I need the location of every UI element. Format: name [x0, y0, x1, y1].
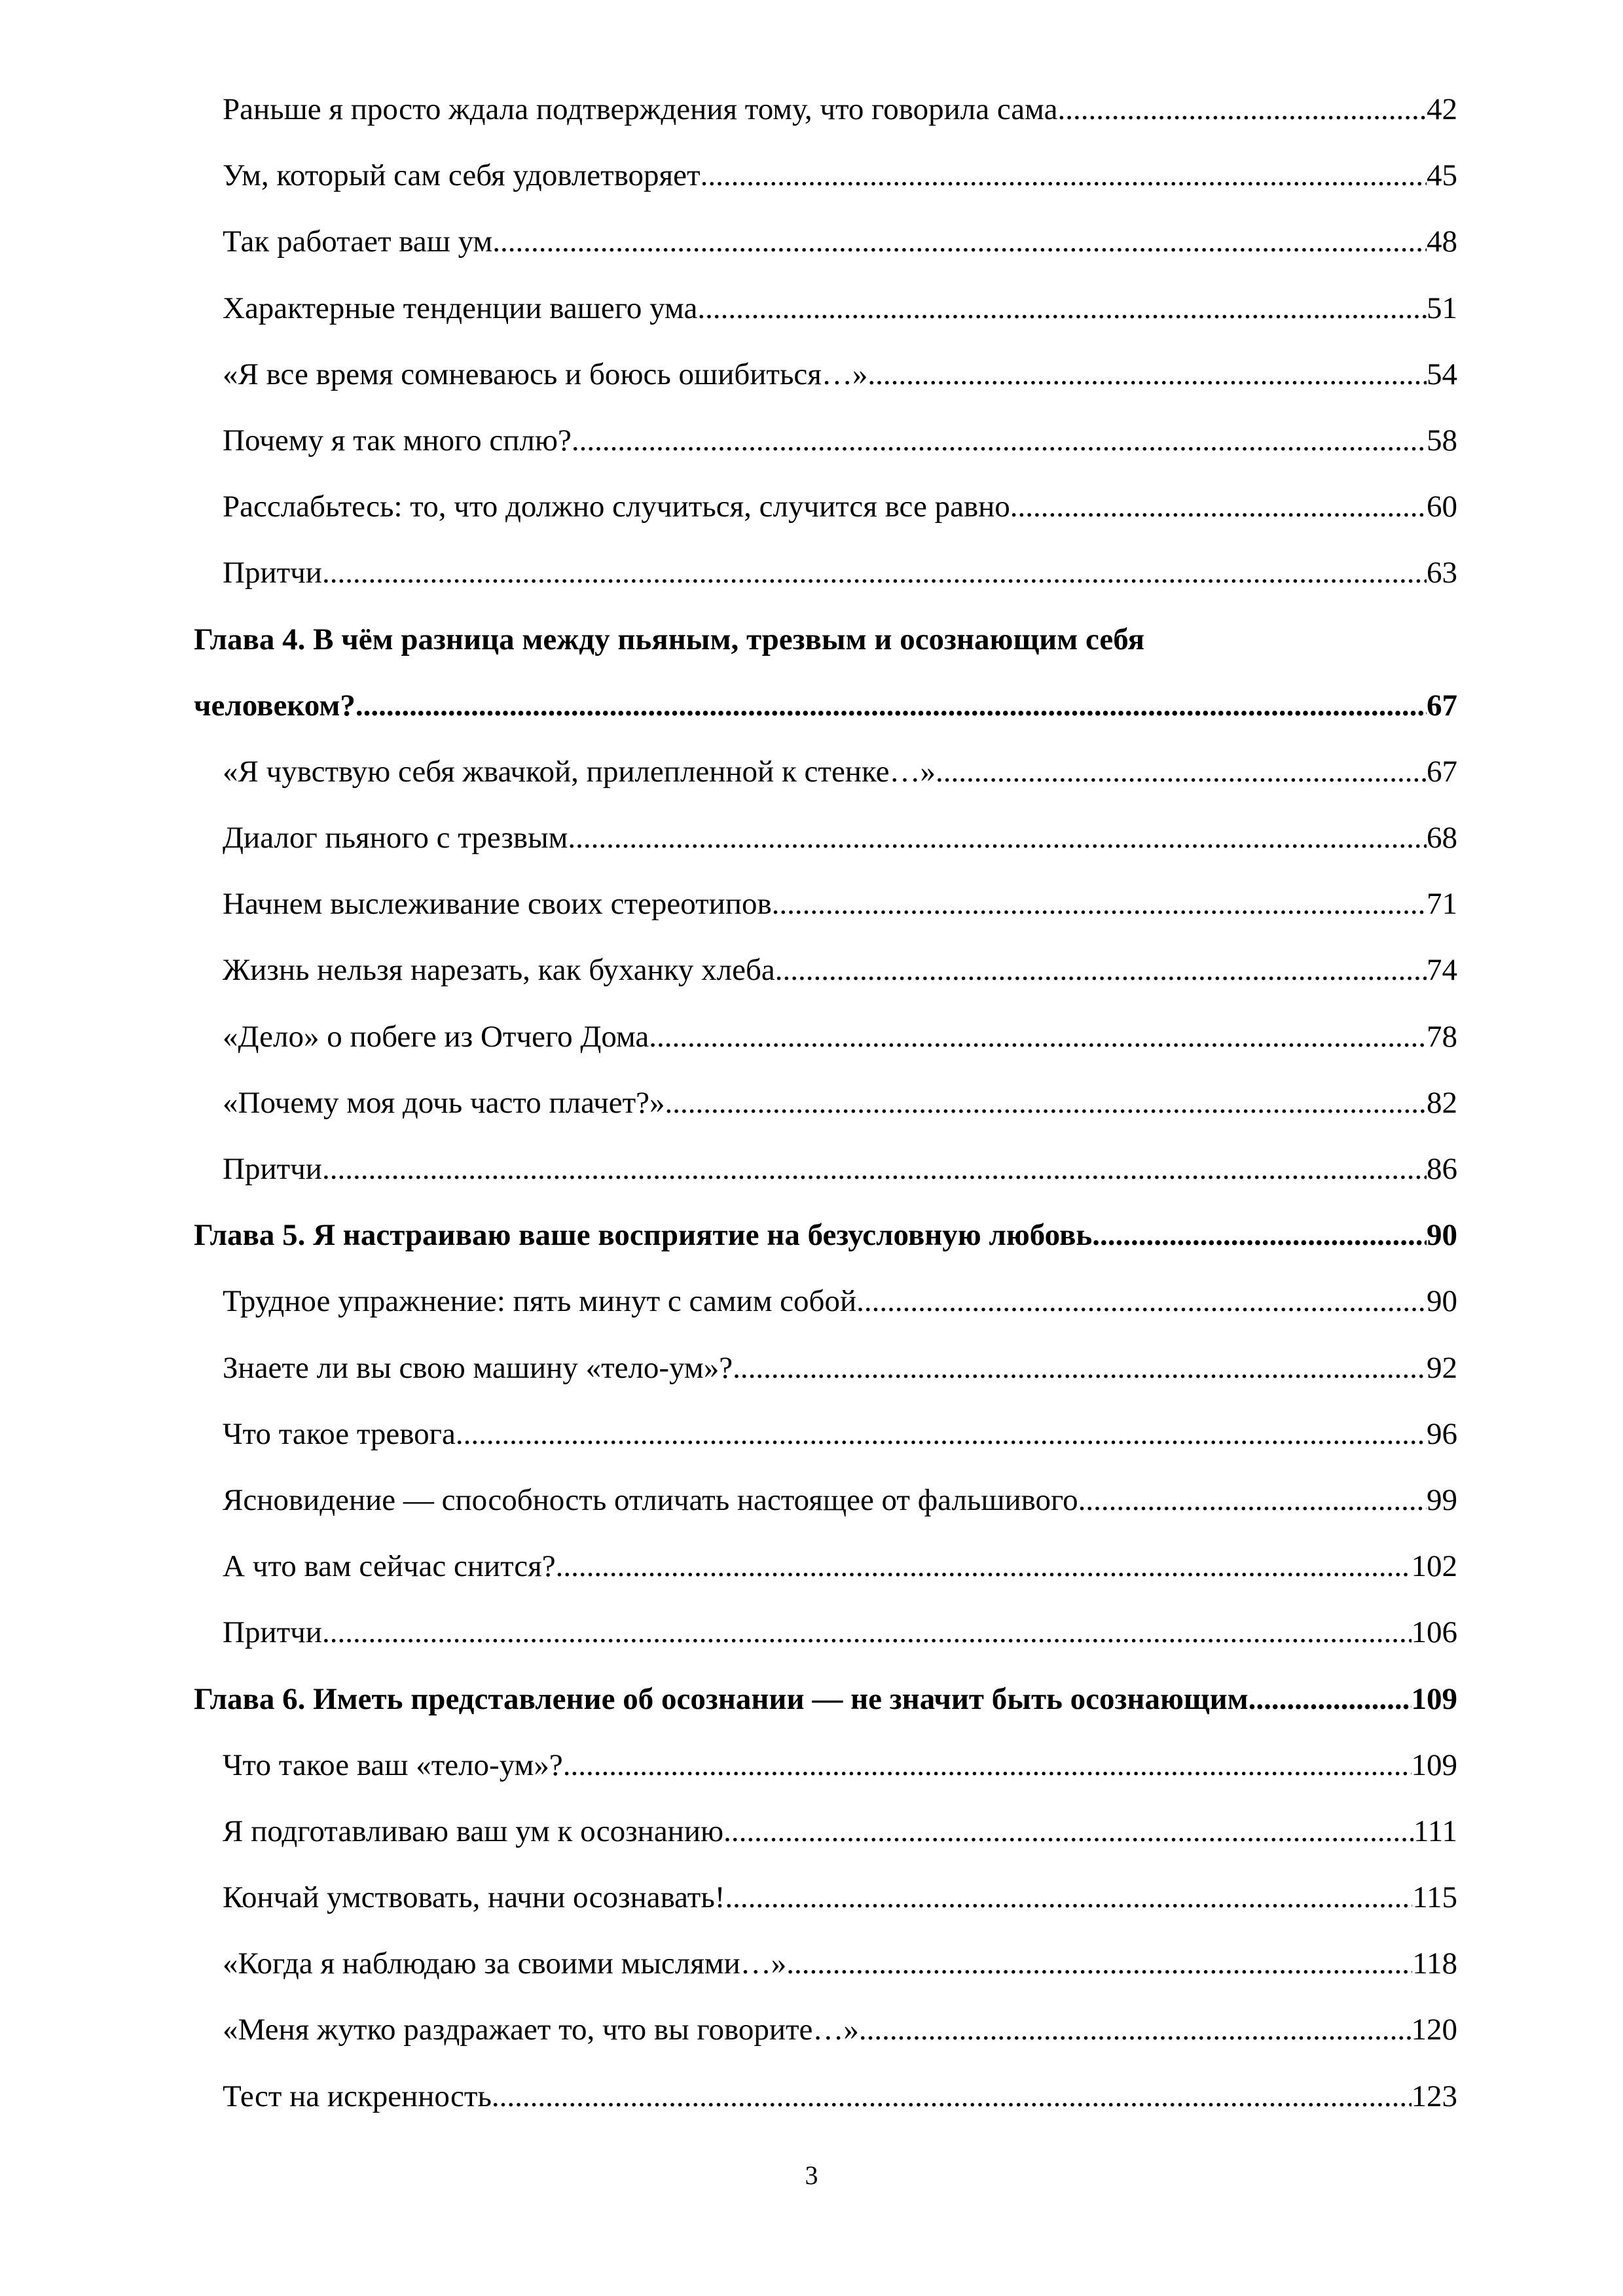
toc-entry-title: Притчи — [223, 556, 322, 590]
toc-entry-title: Раньше я просто ждала подтверждения тому, что говорила сама — [223, 92, 1058, 126]
dot-leader — [733, 1353, 1427, 1384]
toc-chapter-heading-line — [0, 614, 1623, 680]
toc-entry-title: Притчи — [223, 1152, 322, 1186]
toc-section-entry[interactable] — [0, 1872, 1623, 1938]
toc-section-entry[interactable] — [0, 216, 1623, 282]
toc-entry-page-number: 42 — [1427, 92, 1457, 126]
toc-section-entry[interactable] — [0, 1143, 1623, 1210]
toc-section-entry[interactable] — [0, 283, 1623, 349]
toc-entry-page-number: 109 — [1411, 1681, 1457, 1716]
dot-leader — [492, 226, 1427, 257]
dot-leader — [1078, 1485, 1427, 1516]
toc-section-entry[interactable] — [0, 1541, 1623, 1607]
dot-leader — [322, 1617, 1412, 1648]
dot-leader — [867, 359, 1427, 390]
toc-entry-title: Трудное упражнение: пять минут с самим собой — [223, 1284, 857, 1319]
toc-entry-title: «Я чувствую себя жвачкой, прилепленной к стенке…» — [223, 754, 936, 789]
dot-leader — [1057, 94, 1427, 125]
toc-entry-title: «Я все время сомневаюсь и боюсь ошибиться…» — [223, 357, 868, 391]
toc-entry-page-number: 45 — [1427, 158, 1457, 193]
toc-entry-page-number: 118 — [1412, 1946, 1457, 1981]
toc-chapter-entry[interactable] — [0, 1210, 1623, 1276]
toc-section-entry[interactable] — [0, 746, 1623, 812]
toc-section-entry[interactable] — [0, 1607, 1623, 1673]
toc-entry-page-number: 67 — [1427, 754, 1457, 789]
toc-section-entry[interactable] — [0, 1342, 1623, 1408]
dot-leader — [856, 1286, 1427, 1317]
toc-entry-title: Знаете ли вы свою машину «тело-ум»? — [223, 1350, 733, 1385]
toc-entry-page-number: 123 — [1411, 2079, 1457, 2113]
toc-entry-page-number: 96 — [1427, 1416, 1457, 1451]
toc-entry-title: Характерные тенденции вашего ума — [223, 291, 698, 325]
toc-entry-page-number: 90 — [1427, 1218, 1457, 1253]
dot-leader — [356, 691, 1427, 721]
dot-leader — [572, 425, 1427, 456]
dot-leader — [723, 1816, 1413, 1847]
toc-entry-title: «Меня жутко раздражает то, что вы говорите…» — [223, 2013, 859, 2047]
toc-section-entry[interactable] — [0, 1475, 1623, 1541]
dot-leader — [568, 823, 1427, 853]
toc-section-entry[interactable] — [0, 2071, 1623, 2137]
toc-entry-title: Жизнь нельзя нарезать, как буханку хлеба — [223, 953, 775, 988]
toc-entry-page-number: 90 — [1427, 1284, 1457, 1319]
dot-leader — [701, 160, 1427, 191]
toc-section-entry[interactable] — [0, 1806, 1623, 1872]
toc-section-entry[interactable] — [0, 547, 1623, 613]
toc-entry-page-number: 106 — [1411, 1615, 1457, 1650]
dot-leader — [563, 1750, 1412, 1781]
toc-section-entry[interactable] — [0, 812, 1623, 878]
toc-entry-title: «Дело» о побеге из Отчего Дома — [223, 1019, 649, 1054]
dot-leader — [456, 1419, 1427, 1450]
toc-section-entry[interactable] — [0, 1408, 1623, 1475]
toc-entry-title: Ум, который сам себя удовлетворяет — [223, 158, 701, 193]
toc-entry-page-number: 92 — [1427, 1350, 1457, 1385]
toc-entry-title: Ясновидение — способность отличать настоящее от фальшивого — [223, 1482, 1078, 1517]
toc-entry-page-number: 82 — [1427, 1085, 1457, 1120]
toc-section-entry[interactable] — [0, 878, 1623, 944]
toc-entry-page-number: 58 — [1427, 423, 1457, 457]
toc-section-entry[interactable] — [0, 415, 1623, 481]
toc-entry-page-number: 102 — [1411, 1549, 1457, 1584]
toc-entry-title: Глава 5. Я настраиваю ваше восприятие на безусловную любовь — [194, 1218, 1093, 1253]
toc-entry-page-number: 74 — [1427, 953, 1457, 988]
toc-entry-page-number: 67 — [1427, 688, 1457, 723]
table-of-contents — [0, 84, 1623, 2137]
toc-entry-page-number: 78 — [1427, 1019, 1457, 1054]
toc-section-entry[interactable] — [0, 2004, 1623, 2070]
dot-leader — [649, 1022, 1427, 1052]
toc-section-entry[interactable] — [0, 150, 1623, 216]
page-number: 3 — [805, 2161, 818, 2190]
toc-section-entry[interactable] — [0, 1077, 1623, 1143]
dot-leader — [936, 757, 1427, 787]
toc-section-entry[interactable] — [0, 349, 1623, 415]
dot-leader — [665, 1088, 1427, 1119]
toc-entry-title: Я подготавливаю ваш ум к осознанию — [223, 1814, 724, 1848]
toc-entry-title: Что такое тревога — [223, 1416, 456, 1451]
toc-entry-title: Что такое ваш «тело-ум»? — [223, 1748, 563, 1782]
toc-section-entry[interactable] — [0, 481, 1623, 547]
dot-leader — [859, 2015, 1412, 2045]
toc-section-entry[interactable] — [0, 1740, 1623, 1806]
toc-entry-title: человеком? — [194, 688, 356, 723]
dot-leader — [322, 558, 1427, 588]
toc-entry-title: Начнем выслеживание своих стереотипов — [223, 887, 772, 922]
toc-entry-page-number: 48 — [1427, 224, 1457, 259]
toc-entry-page-number: 120 — [1411, 2013, 1457, 2047]
toc-entry-page-number: 51 — [1427, 291, 1457, 325]
toc-chapter-entry[interactable] — [0, 1674, 1623, 1740]
toc-entry-title: Диалог пьяного с трезвым — [223, 821, 568, 855]
toc-entry-title: Кончай умствовать, начни осознавать! — [223, 1880, 725, 1915]
dot-leader — [556, 1551, 1412, 1582]
toc-entry-page-number: 71 — [1427, 887, 1457, 922]
toc-entry-page-number: 63 — [1427, 556, 1457, 590]
dot-leader — [697, 293, 1427, 324]
toc-entry-title: Так работает ваш ум — [223, 224, 493, 259]
toc-section-entry[interactable] — [0, 1938, 1623, 2004]
toc-section-entry[interactable] — [0, 1276, 1623, 1342]
dot-leader — [1249, 1684, 1412, 1715]
dot-leader — [1092, 1220, 1427, 1251]
toc-entry-page-number: 60 — [1427, 490, 1457, 524]
dot-leader — [322, 1154, 1427, 1185]
toc-chapter-entry[interactable] — [0, 680, 1623, 746]
toc-entry-page-number: 99 — [1427, 1482, 1457, 1517]
dot-leader — [1010, 492, 1427, 522]
toc-chapter-title-line1: Глава 4. В чём разница между пьяным, трезвым и осознающим себя — [194, 622, 1145, 656]
toc-section-entry[interactable] — [0, 84, 1623, 150]
toc-entry-page-number: 115 — [1412, 1880, 1457, 1915]
dot-leader — [492, 2081, 1412, 2112]
toc-entry-page-number: 68 — [1427, 821, 1457, 855]
dot-leader — [725, 1882, 1412, 1913]
toc-entry-page-number: 109 — [1411, 1748, 1457, 1782]
toc-entry-title: Почему я так много сплю? — [223, 423, 572, 457]
toc-entry-title: Притчи — [223, 1615, 322, 1650]
toc-entry-title: Тест на искренность — [223, 2079, 492, 2113]
toc-section-entry[interactable] — [0, 944, 1623, 1011]
toc-entry-page-number: 86 — [1427, 1152, 1457, 1186]
toc-entry-page-number: 111 — [1413, 1814, 1457, 1848]
toc-entry-title: А что вам сейчас снится? — [223, 1549, 556, 1584]
toc-entry-title: «Когда я наблюдаю за своими мыслями…» — [223, 1946, 787, 1981]
dot-leader — [786, 1948, 1412, 1979]
toc-entry-title: «Почему моя дочь часто плачет?» — [223, 1085, 665, 1120]
toc-entry-title: Расслабьтесь: то, что должно случиться, случится все равно — [223, 490, 1010, 524]
dot-leader — [775, 955, 1427, 986]
toc-section-entry[interactable] — [0, 1011, 1623, 1077]
toc-entry-title: Глава 6. Иметь представление об осознании — не значит быть осознающим — [194, 1681, 1249, 1716]
dot-leader — [772, 889, 1427, 920]
toc-entry-page-number: 54 — [1427, 357, 1457, 391]
